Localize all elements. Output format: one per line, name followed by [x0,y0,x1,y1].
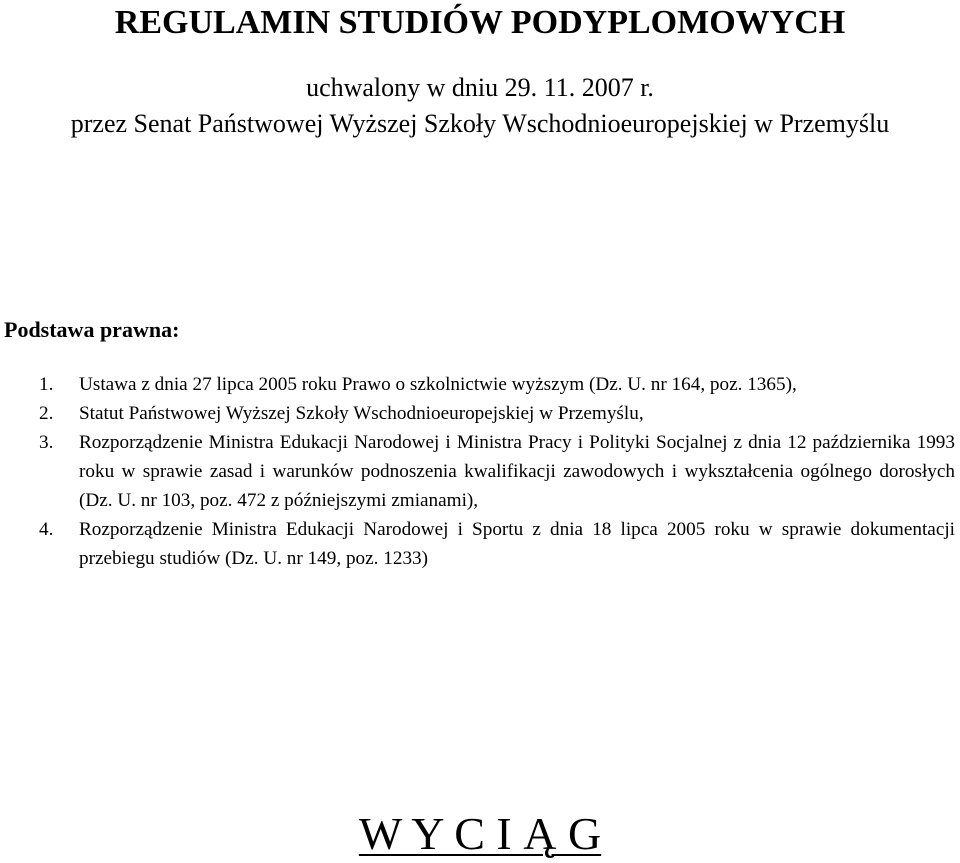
legal-basis-item-text: Rozporządzenie Ministra Edukacji Narodowej i Ministra Pracy i Polityki Socjalnej z dnia 12 października 1993 roku w sprawie zasad i warunków podnoszenia kwalifikacji zawodowych i wykształcenia ogólnego dorosłych (Dz. U. nr 103, poz. 472 z późniejszymi zmianami), [79,432,955,511]
legal-basis-heading: Podstawa prawna: [4,317,180,342]
legal-basis-item [30,428,955,515]
legal-basis-item-number: 1. [39,374,54,395]
adoption-date: uchwalony w dniu 29. 11. 2007 r. [306,73,654,102]
legal-basis-item-text: Ustawa z dnia 27 lipca 2005 roku Prawo o szkolnictwie wyższym (Dz. U. nr 164, poz. 1365), [79,374,797,395]
document-title: REGULAMIN STUDIÓW PODYPLOMOWYCH [114,4,846,41]
legal-basis-list [30,370,955,573]
adopting-authority: przez Senat Państwowej Wyższej Szkoły Wschodnioeuropejskiej w Przemyślu [70,109,890,138]
legal-basis-item [30,515,955,573]
legal-basis-item-number: 2. [39,403,54,424]
legal-basis-item-number: 4. [39,519,54,540]
extract-heading: W Y C I Ą G [358,808,602,859]
legal-basis-item-number: 3. [39,432,54,453]
legal-basis-item-text: Statut Państwowej Wyższej Szkoły Wschodnioeuropejskiej w Przemyślu, [79,403,644,424]
legal-basis-item [30,370,955,399]
legal-basis-item [30,399,955,428]
legal-basis-item-text: Rozporządzenie Ministra Edukacji Narodowej i Sportu z dnia 18 lipca 2005 roku w sprawie dokumentacji przebiegu studiów (Dz. U. nr 149, poz. 1233) [79,519,955,569]
